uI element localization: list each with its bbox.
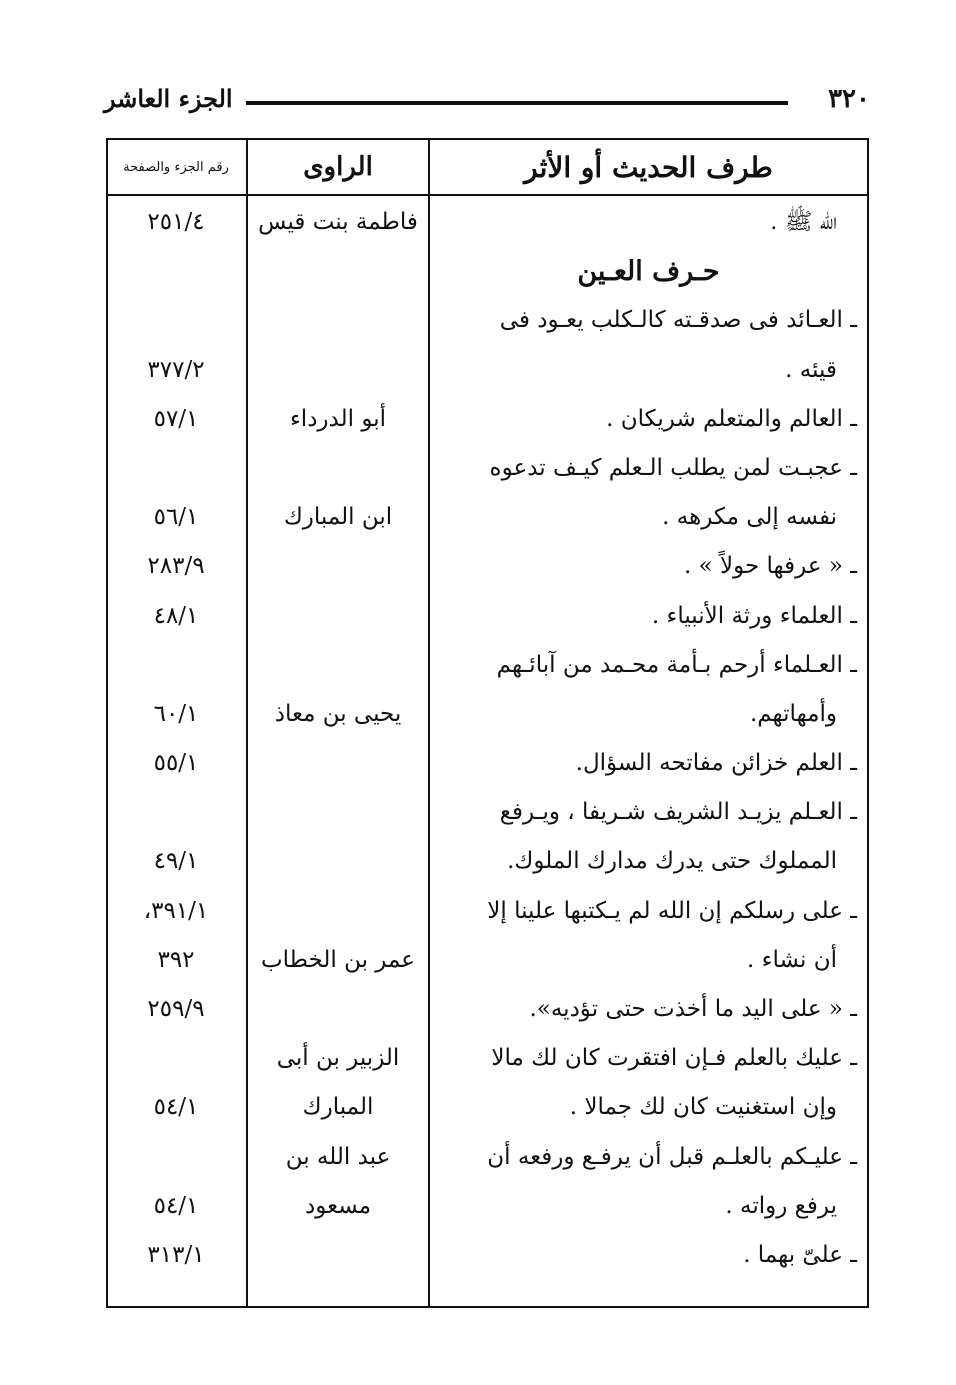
hadith-text: ـ على رسلكم إن الله لم يـكتبها علينا إلا bbox=[487, 897, 857, 924]
narrator-cell: يحيى بن معاذ bbox=[274, 700, 402, 727]
table-row bbox=[108, 985, 867, 1034]
narrator-cell: عبد الله بن bbox=[285, 1143, 391, 1170]
column-header-hadith: طرف الحديث أو الأثر bbox=[524, 150, 773, 184]
reference-cell: ٢٥١/٤ bbox=[147, 209, 205, 235]
hadith-text: قيئه . bbox=[785, 356, 837, 383]
narrator-cell: مسعود bbox=[304, 1192, 372, 1219]
hadith-text: ـ العـائد فى صدقـته كالـكلب يعـود فى bbox=[499, 307, 857, 334]
hadith-text: الله ﷺ . bbox=[770, 209, 837, 235]
column-header-reference: رقم الجزء والصفحة bbox=[123, 159, 229, 175]
reference-cell: ٣١٣/١ bbox=[147, 1241, 205, 1268]
hadith-text: ـ العـلم يزيـد الشريف شـريفا ، ويـرفع bbox=[499, 799, 857, 826]
page-number: ٣٢٠ bbox=[828, 84, 870, 114]
table-row bbox=[108, 198, 867, 247]
narrator-cell bbox=[248, 641, 428, 690]
narrator-cell bbox=[248, 985, 428, 1034]
reference-cell: ٥٦/١ bbox=[153, 504, 199, 531]
reference-cell: ٤٩/١ bbox=[153, 848, 199, 875]
table-row bbox=[108, 296, 867, 345]
narrator-cell bbox=[248, 247, 428, 296]
table-row bbox=[108, 346, 867, 395]
reference-cell: ٣٩٢ bbox=[157, 946, 195, 973]
reference-cell bbox=[106, 1133, 246, 1182]
index-table bbox=[106, 138, 869, 1308]
reference-cell: ٥٤/١ bbox=[153, 1094, 199, 1121]
narrator-cell bbox=[248, 346, 428, 395]
table-row bbox=[108, 395, 867, 444]
narrator-cell bbox=[248, 592, 428, 641]
table-row bbox=[108, 247, 867, 296]
narrator-cell bbox=[248, 887, 428, 936]
table-row bbox=[108, 542, 867, 591]
narrator-cell: عمر بن الخطاب bbox=[260, 946, 415, 973]
table-row bbox=[108, 1083, 867, 1132]
section-heading: حـرف العـين bbox=[577, 256, 720, 288]
table-row bbox=[108, 887, 867, 936]
header-divider bbox=[108, 194, 867, 196]
reference-cell: ٤٨/١ bbox=[153, 602, 199, 629]
reference-cell bbox=[106, 1034, 246, 1083]
reference-cell bbox=[106, 247, 246, 296]
hadith-text: ـ « على اليد ما أخذت حتى تؤديه». bbox=[529, 996, 857, 1022]
hadith-text: ـ العـلماء أرحم بـأمة محـمد من آبائـهم bbox=[496, 651, 857, 678]
narrator-cell bbox=[248, 444, 428, 493]
hadith-text: نفسه إلى مكرهه . bbox=[662, 504, 837, 531]
table-row bbox=[108, 936, 867, 985]
table-row bbox=[108, 690, 867, 739]
table-body bbox=[108, 198, 867, 1280]
hadith-text: ـ « عرفها حولاً » . bbox=[684, 553, 857, 580]
narrator-cell: الزبير بن أبى bbox=[276, 1045, 400, 1072]
hadith-text: ـ العالم والمتعلم شريكان . bbox=[606, 405, 857, 432]
reference-cell bbox=[106, 296, 246, 345]
narrator-cell bbox=[248, 739, 428, 788]
reference-cell bbox=[106, 444, 246, 493]
narrator-cell: ابن المبارك bbox=[283, 504, 393, 531]
hadith-text: ـ علىّ بهما . bbox=[743, 1241, 857, 1268]
column-header-narrator: الراوى bbox=[303, 152, 373, 182]
reference-cell: ٢٨٣/٩ bbox=[147, 553, 205, 580]
table-row bbox=[108, 739, 867, 788]
table-row bbox=[108, 837, 867, 886]
reference-cell: ٥٤/١ bbox=[153, 1192, 199, 1219]
table-row bbox=[108, 444, 867, 493]
reference-cell: ٣٧٧/٢ bbox=[147, 356, 205, 383]
narrator-cell: أبو الدرداء bbox=[289, 405, 386, 432]
narrator-cell: المبارك bbox=[302, 1094, 374, 1121]
hadith-text: أن نشاء . bbox=[747, 946, 837, 973]
table-row bbox=[108, 493, 867, 542]
table-row bbox=[108, 788, 867, 837]
narrator-cell bbox=[248, 1231, 428, 1280]
header-rule bbox=[246, 101, 788, 105]
hadith-text: ـ العلماء ورثة الأنبياء . bbox=[651, 602, 857, 629]
reference-cell: ٣٩١/١، bbox=[143, 897, 209, 924]
reference-cell: ٥٧/١ bbox=[153, 405, 199, 432]
narrator-cell bbox=[248, 837, 428, 886]
reference-cell bbox=[106, 788, 246, 837]
hadith-text: ـ العلم خزائن مفاتحه السؤال. bbox=[575, 750, 857, 777]
narrator-cell bbox=[248, 542, 428, 591]
reference-cell: ٢٥٩/٩ bbox=[147, 996, 205, 1022]
part-title: الجزء العاشر bbox=[104, 84, 233, 113]
table-row bbox=[108, 592, 867, 641]
table-row bbox=[108, 641, 867, 690]
table-row bbox=[108, 1182, 867, 1231]
narrator-cell bbox=[248, 788, 428, 837]
hadith-text: ـ عليـكم بالعلـم قبل أن يرفـع ورفعه أن bbox=[487, 1143, 857, 1170]
table-row bbox=[108, 1034, 867, 1083]
narrator-cell bbox=[248, 296, 428, 345]
table-row bbox=[108, 1231, 867, 1280]
hadith-text: المملوك حتى يدرك مدارك الملوك. bbox=[507, 848, 837, 875]
page-header bbox=[104, 84, 870, 124]
hadith-text: يرفع رواته . bbox=[725, 1192, 837, 1219]
table-row bbox=[108, 1133, 867, 1182]
narrator-cell: فاطمة بنت قيس bbox=[258, 209, 418, 235]
hadith-text: ـ عليك بالعلم فـإن افتقرت كان لك مالا bbox=[491, 1045, 857, 1072]
hadith-text: ـ عجبـت لمن يطلب الـعلم كيـف تدعوه bbox=[489, 454, 857, 481]
reference-cell: ٥٥/١ bbox=[153, 750, 199, 777]
hadith-text: وأمهاتهم. bbox=[749, 700, 837, 727]
reference-cell bbox=[106, 641, 246, 690]
hadith-text: وإن استغنيت كان لك جمالا . bbox=[569, 1094, 837, 1121]
reference-cell: ٦٠/١ bbox=[153, 700, 199, 727]
